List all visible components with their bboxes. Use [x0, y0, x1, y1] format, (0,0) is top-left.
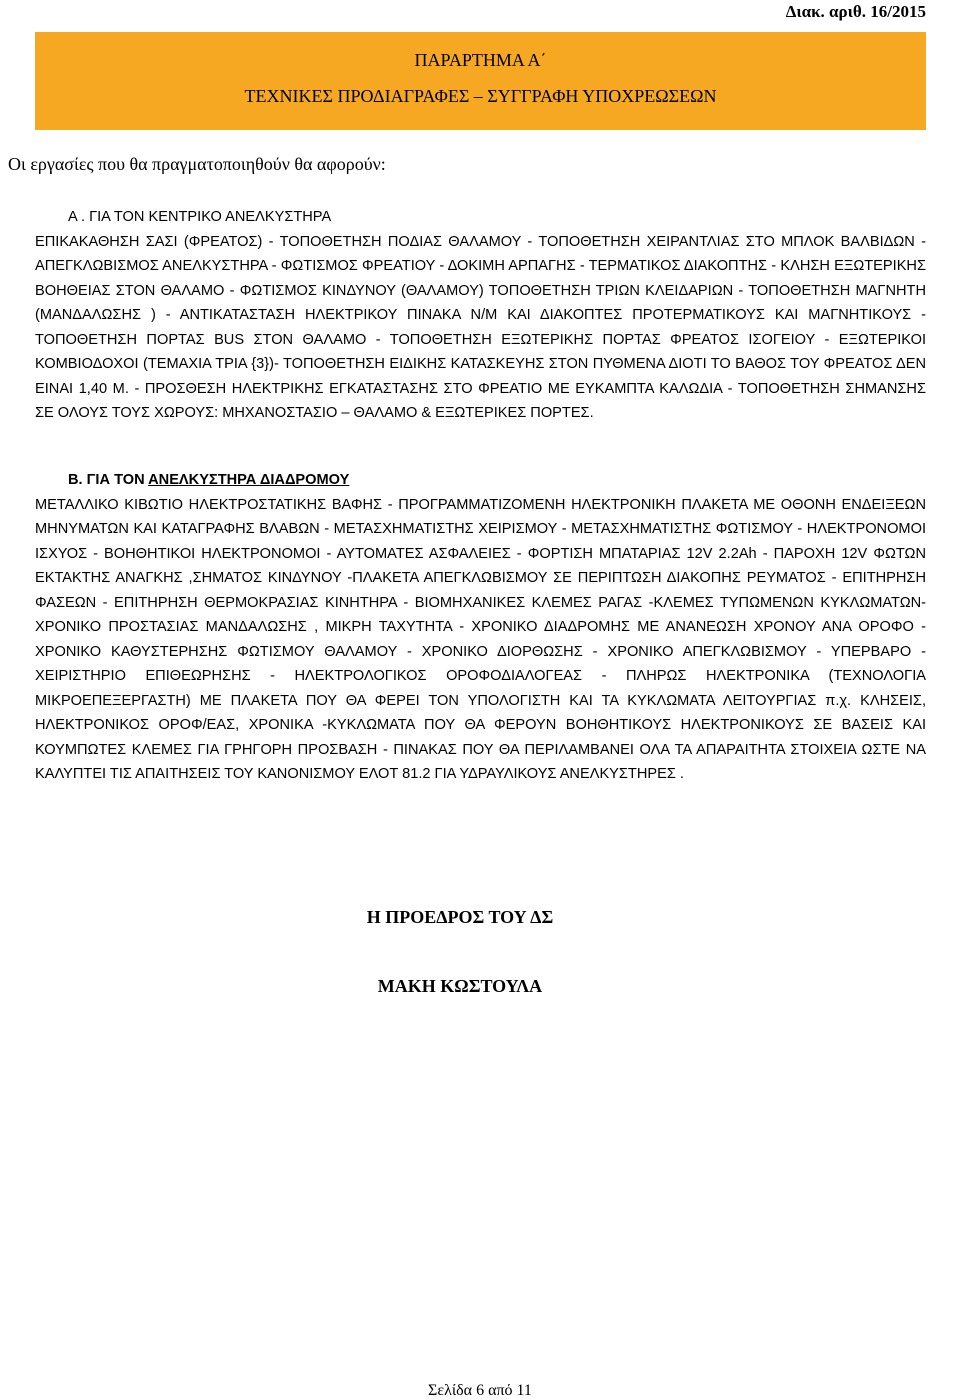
section-b-heading-underlined: ΑΝΕΛΚΥΣΤΗΡΑ ΔΙΑΔΡΟΜΟΥ: [148, 472, 350, 488]
annex-banner: [35, 32, 926, 130]
page-number: Σελίδα 6 από 11: [428, 1382, 532, 1399]
signature-name: ΜΑΚΗ ΚΩΣΤΟΥΛΑ: [377, 976, 543, 996]
section-a-heading: Α . ΓΙΑ ΤΟΝ ΚΕΝΤΡΙΚΟ ΑΝΕΛΚΥΣΤΗΡΑ: [68, 209, 332, 225]
signature-title: Η ΠΡΟΕΔΡΟΣ ΤΟΥ ΔΣ: [366, 907, 554, 927]
section-b-heading-prefix: Β. ΓΙΑ ΤΟΝ: [68, 472, 149, 488]
section-b: [35, 468, 926, 787]
annex-title: ΠΑΡΑΡΤΗΜΑ Α΄: [414, 50, 547, 70]
annex-subtitle: ΤΕΧΝΙΚΕΣ ΠΡΟΔΙΑΓΡΑΦΕΣ – ΣΥΓΓΡΑΦΗ ΥΠΟΧΡΕΩΣΕΩΝ: [244, 86, 717, 106]
section-b-heading: [35, 468, 926, 493]
section-a-body: ΕΠΙΚΑΚΑΘΗΣΗ ΣΑΣΙ (ΦΡΕΑΤΟΣ) - ΤΟΠΟΘΕΤΗΣΗ ΠΟΔΙΑΣ ΘΑΛΑΜΟΥ - ΤΟΠΟΘΕΤΗΣΗ ΧΕΙΡΑΝΤΛΙΑΣ ΣΤΟ ΜΠΛΟΚ ΒΑΛΒΙΔΩΝ - ΑΠΕΓΚΛΩΒΙΣΜΟΣ ΑΝΕΛΚΥΣΤΗΡΑ - ΦΩΤΙΣΜΟΣ ΦΡΕΑΤΙΟΥ - ΔΟΚΙΜΗ ΑΡΠΑΓΗΣ - ΤΕΡΜΑΤΙΚΟΣ ΔΙΑΚΟΠΤΗΣ - ΚΛΗΣΗ ΕΞΩΤΕΡΙΚΗΣ ΒΟΗΘΕΙΑΣ ΣΤΟΝ ΘΑΛΑΜΟ - ΦΩΤΙΣΜΟΣ ΚΙΝΔΥΝΟΥ (ΘΑΛΑΜΟΥ) ΤΟΠΟΘΕΤΗΣΗ ΤΡΙΩΝ ΚΛΕΙΔΑΡΙΩΝ - ΤΟΠΟΘΕΤΗΣΗ ΜΑΓΝΗΤΗ (ΜΑΝΔΑΛΩΣΗΣ ) - ΑΝΤΙΚΑΤΑΣΤΑΣΗ ΗΛΕΚΤΡΙΚΟΥ ΠΙΝΑΚΑ Ν/Μ ΚΑΙ ΔΙΑΚΟΠΤΕΣ ΠΡΟΤΕΡΜΑΤΙΚΟΥΣ ΚΑΙ ΜΑΓΝΗΤΙΚΟΥΣ - ΤΟΠΟΘΕΤΗΣΗ ΠΟΡΤΑΣ BUS ΣΤΟΝ ΘΑΛΑΜΟ - ΤΟΠΟΘΕΤΗΣΗ ΕΞΩΤΕΡΙΚΗΣ ΠΟΡΤΑΣ ΦΡΕΑΤΟΣ ΙΣΟΓΕΙΟΥ - ΕΞΩΤΕΡΙΚΟΙ ΚΟΜΒΙΟΔΟΧΟΙ (ΤΕΜΑΧΙΑ ΤΡΙΑ {3})- ΤΟΠΟΘΕΤΗΣΗ ΕΙΔΙΚΗΣ ΚΑΤΑΣΚΕΥΗΣ ΣΤΟΝ ΠΥΘΜΕΝΑ ΔΙΟΤΙ ΤΟ ΒΑΘΟΣ ΤΟΥ ΦΡΕΑΤΟΣ ΔΕΝ ΕΙΝΑΙ 1,40 Μ. - ΠΡΟΣΘΕΣΗ ΗΛΕΚΤΡΙΚΗΣ ΕΓΚΑΤΑΣΤΑΣΗΣ ΣΤΟ ΦΡΕΑΤΙΟ ΜΕ ΕΥΚΑΜΠΤΑ ΚΑΛΩΔΙΑ - ΤΟΠΟΘΕΤΗΣΗ ΣΗΜΑΝΣΗΣ ΣΕ ΟΛΟΥΣ ΤΟΥΣ ΧΩΡΟΥΣ: ΜΗΧΑΝΟΣΤΑΣΙΟ – ΘΑΛΑΜΟ & ΕΞΩΤΕΡΙΚΕΣ ΠΟΡΤΕΣ.: [35, 233, 926, 421]
section-b-body: ΜΕΤΑΛΛΙΚΟ ΚΙΒΩΤΙΟ ΗΛΕΚΤΡΟΣΤΑΤΙΚΗΣ ΒΑΦΗΣ - ΠΡΟΓΡΑΜΜΑΤΙΖΟΜΕΝΗ ΗΛΕΚΤΡΟΝΙΚΗ ΠΛΑΚΕΤΑ ΜΕ ΟΘΟΝΗ ΕΝΔΕΙΞΕΩΝ ΜΗΝΥΜΑΤΩΝ ΚΑΙ ΚΑΤΑΓΡΑΦΗΣ ΒΛΑΒΩΝ - ΜΕΤΑΣΧΗΜΑΤΙΣΤΗΣ ΧΕΙΡΙΣΜΟΥ - ΜΕΤΑΣΧΗΜΑΤΙΣΤΗΣ ΦΩΤΙΣΜΟΥ - ΗΛΕΚΤΡΟΝΟΜΟΙ ΙΣΧΥΟΣ - ΒΟΗΘΗΤΙΚΟΙ ΗΛΕΚΤΡΟΝΟΜΟΙ - ΑΥΤΟΜΑΤΕΣ ΑΣΦΑΛΕΙΕΣ - ΦΟΡΤΙΣΗ ΜΠΑΤΑΡΙΑΣ 12V 2.2Ah - ΠΑΡΟΧΗ 12V ΦΩΤΩΝ ΕΚΤΑΚΤΗΣ ΑΝΑΓΚΗΣ ,ΣΗΜΑΤΟΣ ΚΙΝΔΥΝΟΥ -ΠΛΑΚΕΤΑ ΑΠΕΓΚΛΩΒΙΣΜΟΥ ΣΕ ΠΕΡΙΠΤΩΣΗ ΔΙΑΚΟΠΗΣ ΡΕΥΜΑΤΟΣ - ΕΠΙΤΗΡΗΣΗ ΦΑΣΕΩΝ - ΕΠΙΤΗΡΗΣΗ ΘΕΡΜΟΚΡΑΣΙΑΣ ΚΙΝΗΤΗΡΑ - ΒΙΟΜΗΧΑΝΙΚΕΣ ΚΛΕΜΕΣ ΡΑΓΑΣ -ΚΛΕΜΕΣ ΤΥΠΩΜΕΝΩΝ ΚΥΚΛΩΜΑΤΩΝ- ΧΡΟΝΙΚΟ ΠΡΟΣΤΑΣΙΑΣ ΜΑΝΔΑΛΩΣΗΣ , ΜΙΚΡΗ ΤΑΧΥΤΗΤΑ - ΧΡΟΝΙΚΟ ΔΙΑΔΡΟΜΗΣ ΜΕ ΑΝΑΝΕΩΣΗ ΧΡΟΝΟΥ ΑΝΑ ΟΡΟΦΟ - ΧΡΟΝΙΚΟ ΚΑΘΥΣΤΕΡΗΣΗΣ ΦΩΤΙΣΜΟΥ ΘΑΛΑΜΟΥ - ΧΡΟΝΙΚΟ ΔΙΟΡΘΩΣΗΣ - ΧΡΟΝΙΚΟ ΑΠΕΓΚΛΩΒΙΣΜΟΥ - ΥΠΕΡΒΑΡΟ - ΧΕΙΡΙΣΤΗΡΙΟ ΕΠΙΘΕΩΡΗΣΗΣ - ΗΛΕΚΤΡΟΛΟΓΙΚΟΣ ΟΡΟΦΟΔΙΑΛΟΓΕΑΣ - ΠΛΗΡΩΣ ΗΛΕΚΤΡΟΝΙΚΑ (ΤΕΧΝΟΛΟΓΙΑ ΜΙΚΡΟΕΠΕΞΕΡΓΑΣΤΗ) ΜΕ ΠΛΑΚΕΤΑ ΠΟΥ ΘΑ ΦΕΡΕΙ ΤΟΝ ΥΠΟΛΟΓΙΣΤΗ ΚΑΙ ΤΑ ΚΥΚΛΩΜΑΤΑ ΛΕΙΤΟΥΡΓΙΑΣ π.χ. ΚΛΗΣΕΙΣ, ΗΛΕΚΤΡΟΝΙΚΟΣ ΟΡΟΦ/ΕΑΣ, ΧΡΟΝΙΚΑ -ΚΥΚΛΩΜΑΤΑ ΠΟΥ ΘΑ ΦΕΡΟΥΝ ΒΟΗΘΗΤΙΚΟΥΣ ΗΛΕΚΤΡΟΝΙΚΟΥΣ ΣΕ ΒΑΣΕΙΣ ΚΑΙ ΚΟΥΜΠΩΤΕΣ ΚΛΕΜΕΣ ΓΙΑ ΓΡΗΓΟΡΗ ΠΡΟΣΒΑΣΗ - ΠΙΝΑΚΑΣ ΠΟΥ ΘΑ ΠΕΡΙΛΑΜΒΑΝΕΙ ΟΛΑ ΤΑ ΑΠΑΡΑΙΤΗΤΑ ΣΤΟΙΧΕΙΑ ΩΣΤΕ ΝΑ ΚΑΛΥΠΤΕΙ ΤΙΣ ΑΠΑΙΤΗΣΕΙΣ ΤΟΥ ΚΑΝΟΝΙΣΜΟΥ ΕΛΟΤ 81.2 ΓΙΑ ΥΔΡΑΥΛΙΚΟΥΣ ΑΝΕΛΚΥΣΤΗΡΕΣ .: [35, 496, 926, 782]
document-reference: Διακ. αριθ. 16/2015: [785, 2, 926, 21]
section-a: [35, 205, 926, 426]
intro-text: Οι εργασίες που θα πραγματοποιηθούν θα αφορούν:: [8, 154, 386, 174]
